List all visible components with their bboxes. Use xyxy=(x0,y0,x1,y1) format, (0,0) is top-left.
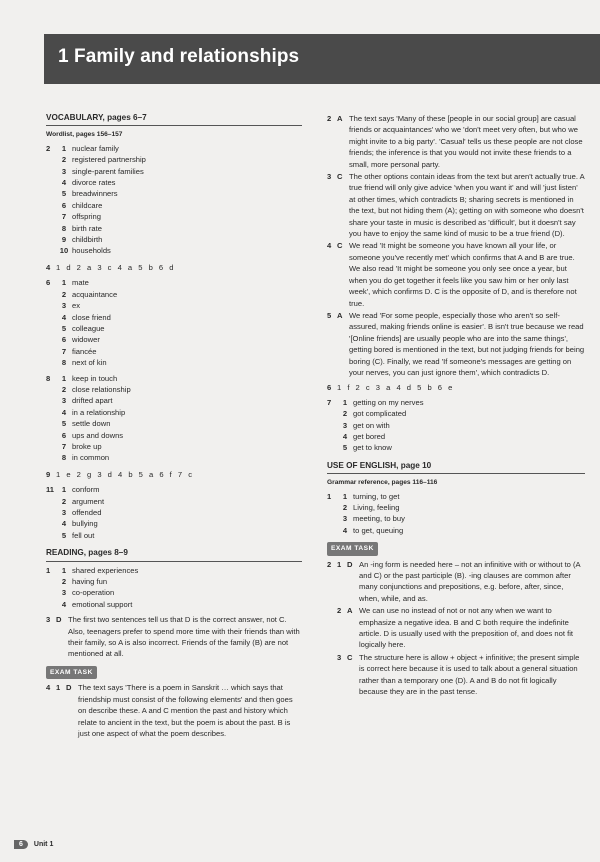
answer-item: 2 got complicated xyxy=(342,409,407,419)
exercise-number: 9 xyxy=(46,469,51,479)
answer-item: 4 emotional support xyxy=(61,599,133,609)
answer-item: 1 keep in touch xyxy=(61,373,118,383)
answer-item: 1 mate xyxy=(61,278,89,288)
answer-item: 7 offspring xyxy=(61,212,101,222)
answer-item: 4 in a relationship xyxy=(61,407,126,417)
answer-item: 5 get to know xyxy=(342,443,392,453)
explanation: We read 'For some people, especially those who aren't so self-assured, making friends online is easier'. B isn't true because we read '[Online friends] are usually people who are into the same things', getting bored is mentioned in the text, but not judging friends for being boring (C). Finally, we read 'If someone's messages are getting on your nerves, you can just ignore them', which contradicts D. xyxy=(349,310,585,377)
answer-item: 8 in common xyxy=(61,453,110,463)
answer-letter: D xyxy=(56,615,62,625)
answer-item: 6 ups and downs xyxy=(61,430,124,440)
item-number: 3 xyxy=(327,172,332,182)
item-number: 4 xyxy=(327,241,332,251)
answer-item: 5 settle down xyxy=(61,419,111,429)
explanation: We can use no instead of not or not any when we want to emphasize a negative idea. B and C both require the indefinite article. D is usually used with the preposition of, and does not fit logically here. xyxy=(359,606,574,650)
answer-item: 6 widower xyxy=(61,335,100,345)
exercise-number: 2 xyxy=(327,559,332,569)
exercise-number: 1 xyxy=(46,565,51,575)
exercise-number: 7 xyxy=(327,397,332,407)
answer-list xyxy=(56,143,302,257)
item-number: 5 xyxy=(327,310,332,320)
answer-list xyxy=(56,565,302,611)
exercise-4 xyxy=(46,262,302,273)
answer-item: 1 shared experiences xyxy=(61,565,139,575)
uoe-answer-2-2 xyxy=(327,605,585,651)
reading-answer-4 xyxy=(327,240,585,308)
exercise-number: 4 xyxy=(46,683,51,693)
answer-item: 1 turning, to get xyxy=(342,491,400,501)
section-heading-vocabulary: VOCABULARY, pages 6–7 xyxy=(46,112,302,126)
section-heading-reading: READING, pages 8–9 xyxy=(46,547,302,561)
answer-item: 2 having fun xyxy=(61,577,108,587)
answer-list xyxy=(56,484,302,541)
reading-exercise-3 xyxy=(46,614,302,660)
uoe-answer-2-3 xyxy=(327,652,585,698)
explanation: The other options contain ideas from the text but aren't actually true. A true friend will only give advice 'when you want it' and will 'just listen' at other times, which contradicts B; sharing secrets is mentioned in the text, but not hiding them (A); getting on with someone who doesn't share your taste in music is described as 'difficult', but it doesn't say you have to enjoy the same kind of music to be a true friend (D). xyxy=(349,172,585,239)
answer-letter: A xyxy=(337,310,343,320)
answer-item: 5 breadwinners xyxy=(61,189,118,199)
answer-item: 5 fell out xyxy=(61,530,95,540)
answer-list xyxy=(56,373,302,464)
uoe-answer-2-1 xyxy=(327,559,585,605)
uoe-exercise-1 xyxy=(327,491,585,537)
answer-item: 3 single-parent families xyxy=(61,166,144,176)
reading-exercise-4 xyxy=(46,682,302,739)
exercise-8 xyxy=(46,373,302,464)
exercise-9 xyxy=(46,469,302,480)
exercise-number: 4 xyxy=(46,262,51,272)
reading-answer-5 xyxy=(327,310,585,378)
reading-answer-2 xyxy=(327,113,585,170)
answer-item: 9 childbirth xyxy=(61,235,103,245)
answer-item: 2 close relationship xyxy=(61,384,131,394)
grammar-reference: Grammar reference, pages 116–116 xyxy=(327,479,438,487)
exercise-number: 6 xyxy=(46,278,51,288)
answer-item: 1 getting on my nerves xyxy=(342,397,424,407)
answer-item: 2 acquaintance xyxy=(61,289,118,299)
answer-item: 3 co-operation xyxy=(61,588,115,598)
answer-item: 2 registered partnership xyxy=(61,155,146,165)
explanation: The text says 'Many of these [people in our social group] are casual friends or acquaintances' who we 'don't meet very often, but who we might invite to a big party'. 'Casual' tells us these people are not close friends; the inference is that you would not invite these friends to a small, more personal party. xyxy=(349,114,583,169)
explanation: The text says 'There is a poem in Sanskrit … which says that friendship must consist of the following elements' and then goes on describe these. A and C mention the past and history which relate to ancient in the text, but the poem is about the past. B is just one aspect of what the poem describes. xyxy=(78,683,293,738)
answer-item: 2 argument xyxy=(61,496,105,506)
exercise-6 xyxy=(46,277,302,368)
answer-letter: A xyxy=(347,606,353,616)
answer-list xyxy=(337,491,585,537)
answer-item: 3 get on with xyxy=(342,420,390,430)
section-heading-use-of-english: USE OF ENGLISH, page 10 xyxy=(327,460,585,474)
answer-item: 3 ex xyxy=(61,301,81,311)
exercise-number: 11 xyxy=(46,485,55,495)
inline-answers: 1 e 2 g 3 d 4 b 5 a 6 f 7 c xyxy=(56,469,193,479)
explanation: The first two sentences tell us that D is the correct answer, not C. Also, teenagers prefer to spend more time with their friends than with their family, so A is also incorrect. Friends of the family (B) are not mentioned at all. xyxy=(68,615,300,659)
answer-item: 8 next of kin xyxy=(61,358,107,368)
exercise-number: 8 xyxy=(46,373,51,383)
reading-exercise-6 xyxy=(327,382,585,393)
exercise-number: 3 xyxy=(46,615,51,625)
answer-item: 4 close friend xyxy=(61,312,111,322)
answer-letter: C xyxy=(347,652,353,662)
page-footer xyxy=(14,840,53,849)
exercise-number: 2 xyxy=(46,143,51,153)
explanation: An -ing form is needed here – not an infinitive with or without to (A and C) or the past participle (B). -ing clauses are common after many conjunctions and prepositions, e.g. before, after, since, when, while, and as. xyxy=(359,559,581,603)
answer-item: 7 broke up xyxy=(61,441,102,451)
item-number: 1 xyxy=(337,559,342,569)
right-column xyxy=(327,112,585,698)
exercise-2 xyxy=(46,143,302,257)
answer-letter: D xyxy=(347,559,353,569)
exercise-11 xyxy=(46,484,302,541)
answer-letter: C xyxy=(337,172,343,182)
answer-item: 10 households xyxy=(59,246,111,256)
answer-item: 4 bullying xyxy=(61,519,98,529)
item-number: 3 xyxy=(337,652,342,662)
answer-letter: C xyxy=(337,241,343,251)
item-number: 1 xyxy=(56,683,61,693)
answer-item: 1 nuclear family xyxy=(61,143,119,153)
chapter-title: 1 Family and relationships xyxy=(58,46,300,67)
left-column xyxy=(46,112,302,739)
answer-item: 6 childcare xyxy=(61,200,103,210)
item-number: 2 xyxy=(327,114,332,123)
unit-label: Unit 1 xyxy=(33,841,54,848)
answer-letter: A xyxy=(337,114,343,123)
exam-task-badge: EXAM TASK xyxy=(46,666,97,679)
answer-item: 3 drifted apart xyxy=(61,396,113,406)
answer-item: 2 Living, feeling xyxy=(342,503,400,512)
reading-exercise-1 xyxy=(46,565,302,611)
exam-task-badge: EXAM TASK xyxy=(327,542,378,555)
exercise-number: 1 xyxy=(327,491,332,501)
answer-item: 4 divorce rates xyxy=(61,178,116,188)
answer-item: 1 conform xyxy=(61,485,100,495)
answer-item: 3 meeting, to buy xyxy=(342,514,405,524)
wordlist-reference: Wordlist, pages 156–157 xyxy=(46,131,123,139)
answer-list xyxy=(337,397,585,454)
reading-answer-3 xyxy=(327,171,585,239)
answer-item: 4 to get, queuing xyxy=(342,525,404,535)
answer-letter: D xyxy=(66,683,72,693)
exercise-number: 6 xyxy=(327,383,332,393)
answer-item: 4 get bored xyxy=(342,431,386,441)
inline-answers: 1 d 2 a 3 c 4 a 5 b 6 d xyxy=(56,262,174,272)
inline-answers: 1 f 2 c 3 a 4 d 5 b 6 e xyxy=(337,383,453,393)
explanation: We read 'It might be someone you have known all your life, or someone you've recently met' which confirms that A and B are true. We also read 'It might be someone you only see once a year, but when you do get together it feels like you saw him or her only last week', which confirms D. C is the opposite of D, and is therefore not true. xyxy=(349,241,577,308)
page-number: 6 xyxy=(14,840,28,849)
answer-list xyxy=(56,277,302,368)
answer-item: 8 birth rate xyxy=(61,223,102,233)
reading-exercise-7 xyxy=(327,397,585,454)
explanation: The structure here is allow + object + infinitive; the present simple is correct here because it is used to talk about a general situation rather than a temporary one (D). A and B do not fit logically because they are in the past tense. xyxy=(359,652,580,697)
answer-item: 3 offended xyxy=(61,508,102,517)
answer-item: 7 fiancée xyxy=(61,346,97,356)
item-number: 2 xyxy=(337,606,342,616)
answer-item: 5 colleague xyxy=(61,323,105,333)
chapter-banner xyxy=(44,34,600,84)
